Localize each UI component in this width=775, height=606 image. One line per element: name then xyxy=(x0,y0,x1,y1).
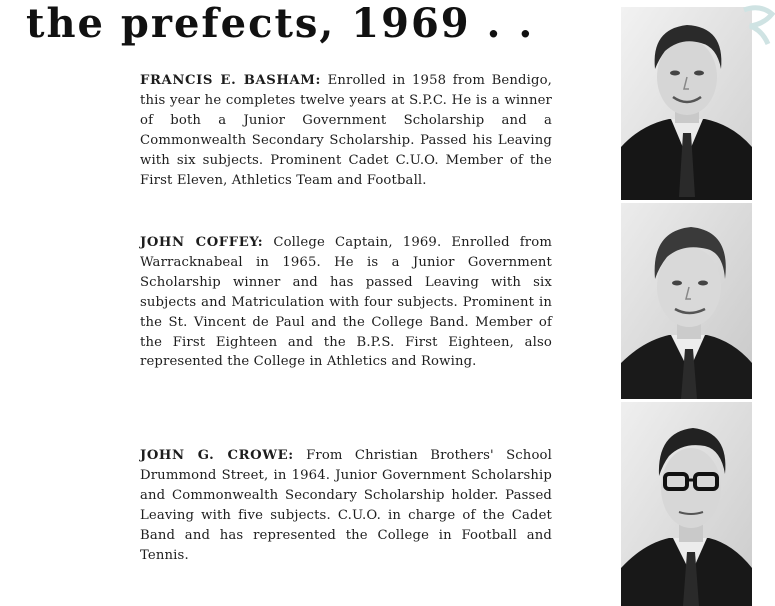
portrait-illustration xyxy=(621,402,752,606)
prefect-bio-basham xyxy=(140,71,552,190)
prefect-name: JOHN G. CROWE: xyxy=(140,448,294,463)
portrait-illustration xyxy=(621,7,752,200)
prefect-name: JOHN COFFEY: xyxy=(140,235,264,250)
corner-emblem-fragment xyxy=(738,0,775,60)
prefect-bio-text: College Captain, 1969. Enrolled from Warracknabeal in 1965. He is a Junior Government Scholarship winner and has passed Leaving with six subjects and Matriculation with four subjects. Prominent in the St. Vincent de Paul and the College Band. Member of the First Eighteen and the B.P.S. First Eighteen, also represented the College in Athletics and Rowing. xyxy=(140,235,552,370)
portrait-photo-basham xyxy=(621,7,752,200)
portrait-illustration xyxy=(621,203,752,399)
prefect-name: FRANCIS E. BASHAM: xyxy=(140,73,321,88)
photo-column xyxy=(621,0,775,606)
portrait-photo-coffey xyxy=(621,203,752,399)
prefect-bio-crowe xyxy=(140,446,552,565)
portrait-photo-crowe xyxy=(621,402,752,606)
prefect-bio-coffey xyxy=(140,233,552,372)
page-title: the prefects, 1969 . . xyxy=(26,0,535,47)
prefect-bio-text: Enrolled in 1958 from Bendigo, this year he completes twelve years at S.P.C. He is a winner of both a Junior Government Scholarship and a Commonwealth Secondary Scholarship. Passed his Leaving with six subjects. Prominent Cadet C.U.O. Member of the First Eleven, Athletics Team and Football. xyxy=(140,73,553,188)
prefect-bio-text: From Christian Brothers' School Drummond Street, in 1964. Junior Government Scholarship and Commonwealth Secondary Scholarship holder. Passed Leaving with five subjects. C.U.O. in charge of the Cadet Band and has represented the College in Football and Tennis. xyxy=(140,448,552,563)
